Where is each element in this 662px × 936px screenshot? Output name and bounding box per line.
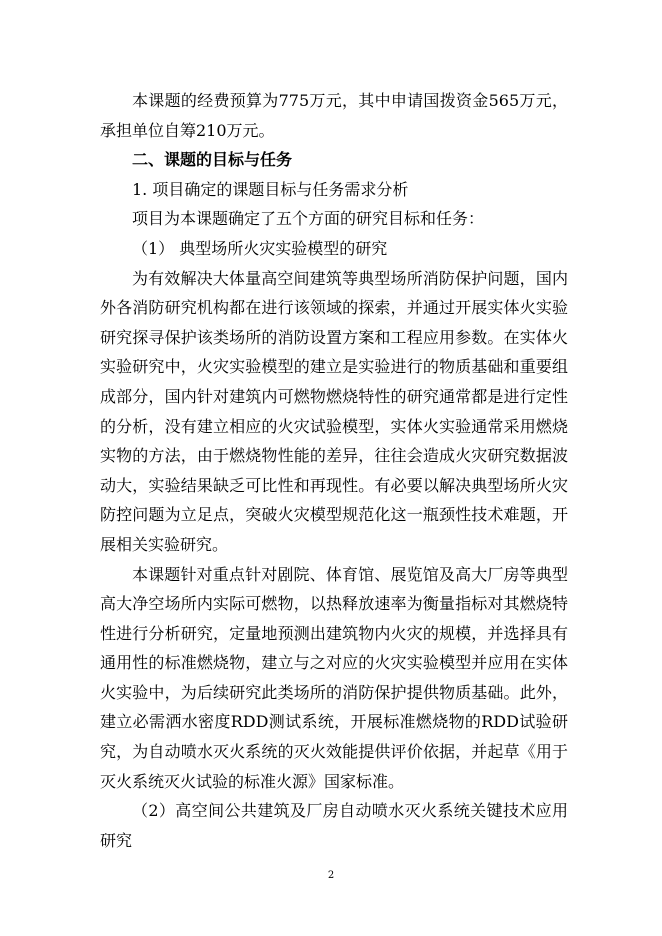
page-number: 2 bbox=[327, 870, 335, 881]
task-2-heading: （2）高空间公共建筑及厂房自动喷水灭火系统关键技术应用研究 bbox=[100, 801, 568, 850]
body-text bbox=[100, 86, 568, 855]
task-1-background-paragraph: 为有效解决大体量高空间建筑等典型场所消防保护问题，国内外各消防研究机构都在进行该领域的探索，并通过开展实体火实验研究探寻保护该类场所的消防设置方案和工程应用参数。在实体火实验研究中，火灾实验模型的建立是实验进行的物质基础和重要组成部分，国内针对建筑内可燃物燃烧特性的研究通常都是进行定性的分析，没有建立相应的火灾试验模型，实体火实验通常采用燃烧实物的方法，由于燃烧物性能的差异，往往会造成火灾研究数据波动大，实验结果缺乏可比性和再现性。有必要以解决典型场所火灾防控问题为立足点，突破火灾模型规范化这一瓶颈性技术难题，开展相关实验研究。 bbox=[100, 268, 568, 554]
subsection-heading: 1. 项目确定的课题目标与任务需求分析 bbox=[132, 179, 409, 199]
task-1-heading: （1） 典型场所火灾实验模型的研究 bbox=[132, 238, 388, 258]
section-heading: 二、课题的目标与任务 bbox=[132, 150, 293, 170]
budget-paragraph: 本课题的经费预算为775万元，其中申请国拨资金565万元，承担单位自筹210万元。 bbox=[100, 91, 568, 140]
task-1-content-paragraph: 本课题针对重点针对剧院、体育馆、展览馆及高大厂房等典型高大净空场所内实际可燃物，以热释放速率为衡量指标对其燃烧特性进行分析研究，定量地预测出建筑物内火灾的规模，并选择具有通用性的标准燃烧物，建立与之对应的火灾实验模型并应用在实体火实验中，为后续研究此类场所的消防保护提供物质基础。此外，建立必需洒水密度RDD测试系统，开展标准燃烧物的RDD试验研究，为自动喷水灭火系统的灭火效能提供评价依据，并起草《用于灭火系统灭火试验的标准火源》国家标准。 bbox=[100, 564, 568, 791]
intro-paragraph: 项目为本课题确定了五个方面的研究目标和任务： bbox=[132, 209, 485, 229]
